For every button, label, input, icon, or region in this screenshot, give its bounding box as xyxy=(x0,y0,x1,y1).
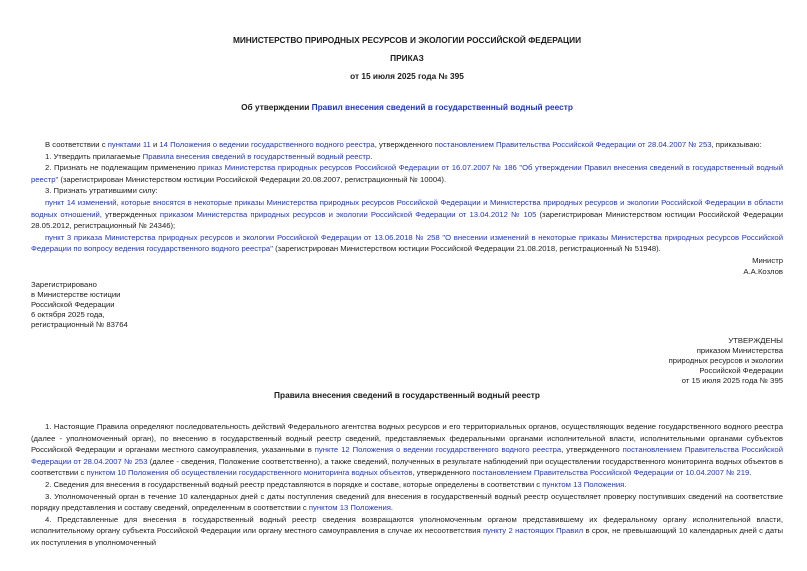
paragraph xyxy=(31,151,783,163)
doc-link[interactable]: пункт 3 приказа Министерства природных ресурсов и экологии Российской Федерации от 13.06.2018 № 258 "О внесении изменений в некоторые приказы Министерства природных ресурсов Российской Федерации по вопросу ведения государственного водного реестра" xyxy=(31,232,783,254)
block-line: природных ресурсов и экологии xyxy=(668,355,783,365)
ministry-name: МИНИСТЕРСТВО ПРИРОДНЫХ РЕСУРСОВ И ЭКОЛОГИИ РОССИЙСКОЙ ФЕДЕРАЦИИ xyxy=(232,35,582,45)
text-run: , утвержденного xyxy=(561,445,623,455)
text-run: . xyxy=(624,479,627,489)
text-run: , утвержденного xyxy=(374,140,435,149)
doc-link[interactable]: пунктом 13 Положения xyxy=(542,479,625,489)
text-run: 3. Признать утратившими силу: xyxy=(45,186,158,196)
paragraph xyxy=(31,514,783,549)
text-run: (зарегистрирован Министерством юстиции Российской Федерации 21.08.2018, регистрационный № 51948). xyxy=(272,244,661,254)
doc-link[interactable]: приказом Министерства природных ресурсов и экологии Российской Федерации от 13.04.2012 № 105 xyxy=(159,209,537,219)
text-run: и xyxy=(150,140,160,149)
paragraph xyxy=(31,491,783,514)
text-run: (зарегистрирован Министерством юстиции Российской Федерации 28.05.2012, регистрационный № 24346); xyxy=(31,209,783,231)
rules-body xyxy=(31,421,783,549)
block-line: Российской Федерации xyxy=(699,365,783,375)
signer-position: Министр xyxy=(752,255,783,265)
block-line: от 15 июля 2025 года № 395 xyxy=(681,375,783,385)
text-run: в срок, не превышающий 10 календарных дней с даты их поступления в уполномоченный xyxy=(31,526,783,547)
paragraph xyxy=(31,162,783,185)
text-run: , утвержденного xyxy=(412,468,473,478)
registration-block xyxy=(31,280,783,330)
block-line: УТВЕРЖДЕНЫ xyxy=(728,335,783,345)
paragraph xyxy=(31,421,783,479)
doc-link[interactable]: постановлением Правительства Российской Федерации от 28.04.2007 № 253 xyxy=(31,445,783,466)
block-line: Российской Федерации xyxy=(31,299,115,309)
text-run: 3. Уполномоченный орган в течение 10 календарных дней с даты поступления сведений для внесения в государственный водный реестр осуществляет проверку поступивших сведений на соответствие порядку представления и составу сведений, определенным в соответствии с xyxy=(31,491,783,513)
doc-link[interactable]: пункте 12 Положения о ведении государственного водного реестра xyxy=(314,445,562,455)
doc-type: ПРИКАЗ xyxy=(390,53,424,63)
doc-link[interactable]: пунктом 13 Положения xyxy=(308,503,391,513)
paragraph xyxy=(31,185,783,197)
doc-subject xyxy=(31,101,783,113)
text-run: . xyxy=(749,468,752,478)
text-run: 4. Представленные для внесения в государственный водный реестр сведения возвращаются уполномоченным органом представившему их федеральному органу исполнительной власти, исполнительному органу субъекта Российской Федерации или органу местного самоуправления в случае их несоответствия xyxy=(31,514,783,536)
doc-link[interactable]: Правила внесения сведений в государственный водный реестр xyxy=(142,151,371,161)
doc-link[interactable]: постановлением Правительства Российской Федерации от 28.04.2007 № 253 xyxy=(434,140,712,149)
text-run: (далее - сведения, Положение соответственно), а также сведений, полученных в результате наблюдений при осуществлении государственного мониторинга водных объектов в соответствии с xyxy=(31,456,783,478)
paragraph xyxy=(31,232,783,255)
paragraph xyxy=(31,197,783,232)
text-run: 2. Сведения для внесения в государственный водный реестр представляются в порядке и составе, которые определены в соответствии с xyxy=(45,479,543,489)
text-run: 1. Утвердить прилагаемые xyxy=(45,151,143,161)
block-line: Зарегистрировано xyxy=(31,279,97,289)
text-run: , приказываю: xyxy=(711,140,762,149)
doc-link[interactable]: приказ Министерства природных ресурсов Российской Федерации от 16.07.2007 № 186 "Об утверждении Правил внесения сведений в государственный водный реестр" xyxy=(31,163,783,184)
doc-link[interactable]: пункт 14 изменений, которые вносятся в некоторые приказы Министерства природных ресурсов Российской Федерации и Министерства природных ресурсов и экологии Российской Федерации в области водных отношений, xyxy=(31,197,783,219)
doc-link[interactable]: постановлением Правительства Российской Федерации от 10.04.2007 № 219 xyxy=(472,468,750,478)
signer-name: А.А.Козлов xyxy=(743,266,783,276)
text-run: утвержденных xyxy=(101,209,160,219)
text-run: 2. Признать не подлежащим применению xyxy=(45,163,199,173)
order-body xyxy=(31,139,783,255)
text-run: (зарегистрирован Министерством юстиции Российской Федерации 20.08.2007, регистрационный № 10004). xyxy=(58,174,447,184)
paragraph xyxy=(31,139,783,151)
doc-link[interactable]: пункту 2 настоящих Правил xyxy=(482,526,584,536)
signature-block xyxy=(31,255,783,277)
text-run: . xyxy=(390,503,394,513)
block-line: в Министерстве юстиции xyxy=(31,289,121,299)
approval-block xyxy=(31,336,783,386)
block-line: регистрационный № 83764 xyxy=(31,319,128,329)
doc-link[interactable]: пунктами 11 xyxy=(107,140,151,149)
paragraph xyxy=(31,479,783,491)
text-run: В соответствии с xyxy=(45,140,108,149)
rules-title: Правила внесения сведений в государственный водный реестр xyxy=(274,389,540,400)
block-line: 6 октября 2025 года, xyxy=(31,309,105,319)
doc-link[interactable]: 14 Положения о ведении государственного водного реестра xyxy=(159,140,375,149)
doc-link[interactable]: пунктом 10 Положения об осуществлении государственного мониторинга водных объектов xyxy=(86,468,413,478)
text-run: 1. Настоящие Правила определяют последовательность действий Федерального агентства водных ресурсов и его территориальных органов, осуществляющих ведение государственного водного реестра (далее - уполномоченный орган), по внесению в государственный водный реестр сведений, представляемых федеральными органами исполнительной власти, исполнительными органами субъектов Российской Федерации и органами местного самоуправления, указанными в xyxy=(31,421,783,455)
text-run: . xyxy=(370,151,373,161)
block-line: приказом Министерства xyxy=(696,345,783,355)
text-run: Об утверждении xyxy=(241,102,312,112)
doc-date-number: от 15 июля 2025 года № 395 xyxy=(350,71,464,81)
doc-link[interactable]: Правил внесения сведений в государственный водный реестр xyxy=(311,102,573,112)
